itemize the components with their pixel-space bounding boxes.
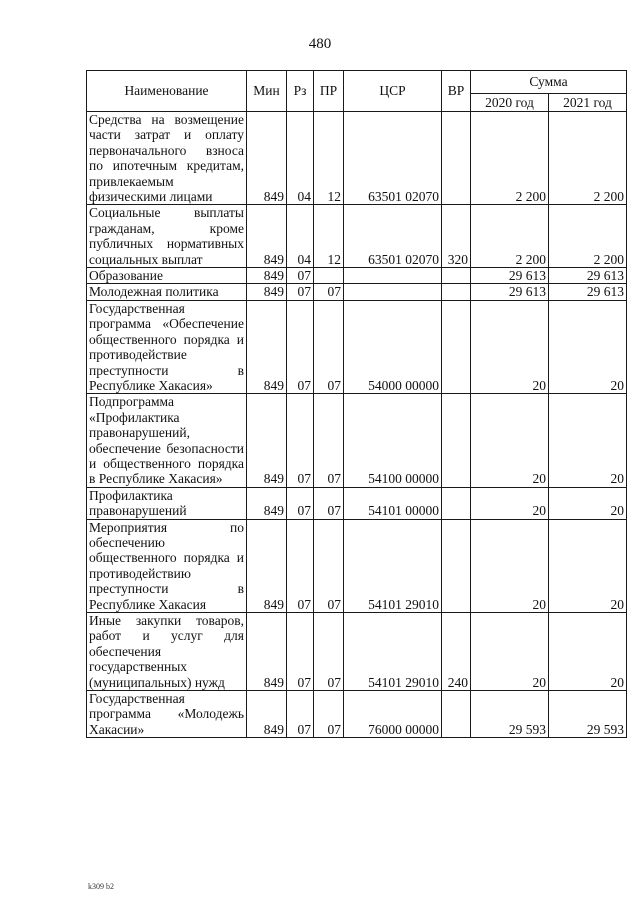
cell-sum-2020: 20 [471,300,549,393]
cell-vr [442,300,471,393]
cell-rz: 07 [287,268,314,284]
cell-pr: 07 [314,300,344,393]
cell-csr: 63501 02070 [344,205,442,268]
footer-code: k309 b2 [88,882,114,891]
cell-sum-2020: 29 613 [471,284,549,300]
cell-name: Государственная программа «Молодежь Хакасии» [87,691,247,738]
table-row [87,613,627,691]
cell-sum-2020: 29 593 [471,691,549,738]
cell-sum-2021: 29 593 [549,691,627,738]
cell-vr [442,268,471,284]
cell-csr: 76000 00000 [344,691,442,738]
cell-rz: 07 [287,613,314,691]
cell-min: 849 [247,691,287,738]
cell-sum-2020: 29 613 [471,268,549,284]
table-row [87,284,627,300]
cell-name: Средства на возмещение части затрат и оплату первоначального взноса по ипотечным кредитам, привлекаемым физическими лицами [87,112,247,205]
cell-name: Профилактика правонарушений [87,487,247,519]
cell-sum-2021: 2 200 [549,205,627,268]
table-row [87,112,627,205]
col-header-csr: ЦСР [344,71,442,112]
cell-sum-2021: 20 [549,394,627,487]
cell-sum-2020: 2 200 [471,205,549,268]
cell-vr [442,519,471,612]
cell-pr: 07 [314,284,344,300]
cell-sum-2021: 20 [549,613,627,691]
cell-csr: 54101 29010 [344,613,442,691]
cell-vr: 240 [442,613,471,691]
table-row [87,487,627,519]
table-body [87,112,627,738]
cell-vr [442,691,471,738]
cell-rz: 07 [287,487,314,519]
cell-min: 849 [247,284,287,300]
cell-min: 849 [247,519,287,612]
cell-rz: 07 [287,519,314,612]
budget-table [86,70,627,738]
cell-csr: 54101 29010 [344,519,442,612]
cell-min: 849 [247,205,287,268]
col-header-rz: Рз [287,71,314,112]
col-header-name: Наименование [87,71,247,112]
cell-sum-2020: 20 [471,394,549,487]
cell-name: Государственная программа «Обеспечение общественного порядка и противодействие преступности в Республике Хакасия» [87,300,247,393]
cell-vr: 320 [442,205,471,268]
col-header-pr: ПР [314,71,344,112]
col-header-year-2021: 2021 год [549,94,627,112]
cell-sum-2021: 2 200 [549,112,627,205]
cell-min: 849 [247,300,287,393]
cell-rz: 07 [287,691,314,738]
cell-csr [344,284,442,300]
cell-rz: 04 [287,205,314,268]
cell-sum-2021: 20 [549,300,627,393]
cell-sum-2021: 29 613 [549,268,627,284]
cell-csr: 63501 02070 [344,112,442,205]
cell-csr: 54101 00000 [344,487,442,519]
cell-name: Мероприятия по обеспечению общественного порядка и противодействию преступности в Республике Хакасия [87,519,247,612]
cell-csr [344,268,442,284]
cell-sum-2021: 29 613 [549,284,627,300]
cell-vr [442,487,471,519]
cell-name: Подпрограмма «Профилактика правонарушений, обеспечение безопасности и общественного порядка в Республике Хакасия» [87,394,247,487]
cell-sum-2020: 20 [471,613,549,691]
cell-min: 849 [247,613,287,691]
cell-sum-2020: 20 [471,487,549,519]
table-row [87,691,627,738]
cell-csr: 54100 00000 [344,394,442,487]
cell-rz: 07 [287,394,314,487]
cell-name: Молодежная политика [87,284,247,300]
table-row [87,268,627,284]
cell-name: Образование [87,268,247,284]
cell-csr: 54000 00000 [344,300,442,393]
cell-sum-2021: 20 [549,487,627,519]
cell-min: 849 [247,268,287,284]
cell-vr [442,112,471,205]
cell-min: 849 [247,394,287,487]
cell-pr: 07 [314,613,344,691]
cell-pr [314,268,344,284]
cell-rz: 07 [287,284,314,300]
cell-vr [442,394,471,487]
cell-pr: 12 [314,112,344,205]
table-row [87,205,627,268]
table-row [87,519,627,612]
cell-pr: 07 [314,487,344,519]
cell-vr [442,284,471,300]
table-row [87,394,627,487]
cell-min: 849 [247,112,287,205]
page-number: 480 [308,36,332,52]
cell-name: Иные закупки товаров, работ и услуг для обеспечения государственных (муниципальных) нужд [87,613,247,691]
cell-rz: 07 [287,300,314,393]
cell-sum-2021: 20 [549,519,627,612]
cell-min: 849 [247,487,287,519]
cell-rz: 04 [287,112,314,205]
table-row [87,300,627,393]
cell-name: Социальные выплаты гражданам, кроме публичных нормативных социальных выплат [87,205,247,268]
cell-sum-2020: 20 [471,519,549,612]
cell-sum-2020: 2 200 [471,112,549,205]
cell-pr: 07 [314,394,344,487]
col-header-min: Мин [247,71,287,112]
cell-pr: 07 [314,691,344,738]
col-header-vr: ВР [442,71,471,112]
col-header-year-2020: 2020 год [471,94,549,112]
col-header-sum: Сумма [471,71,627,94]
cell-pr: 12 [314,205,344,268]
cell-pr: 07 [314,519,344,612]
